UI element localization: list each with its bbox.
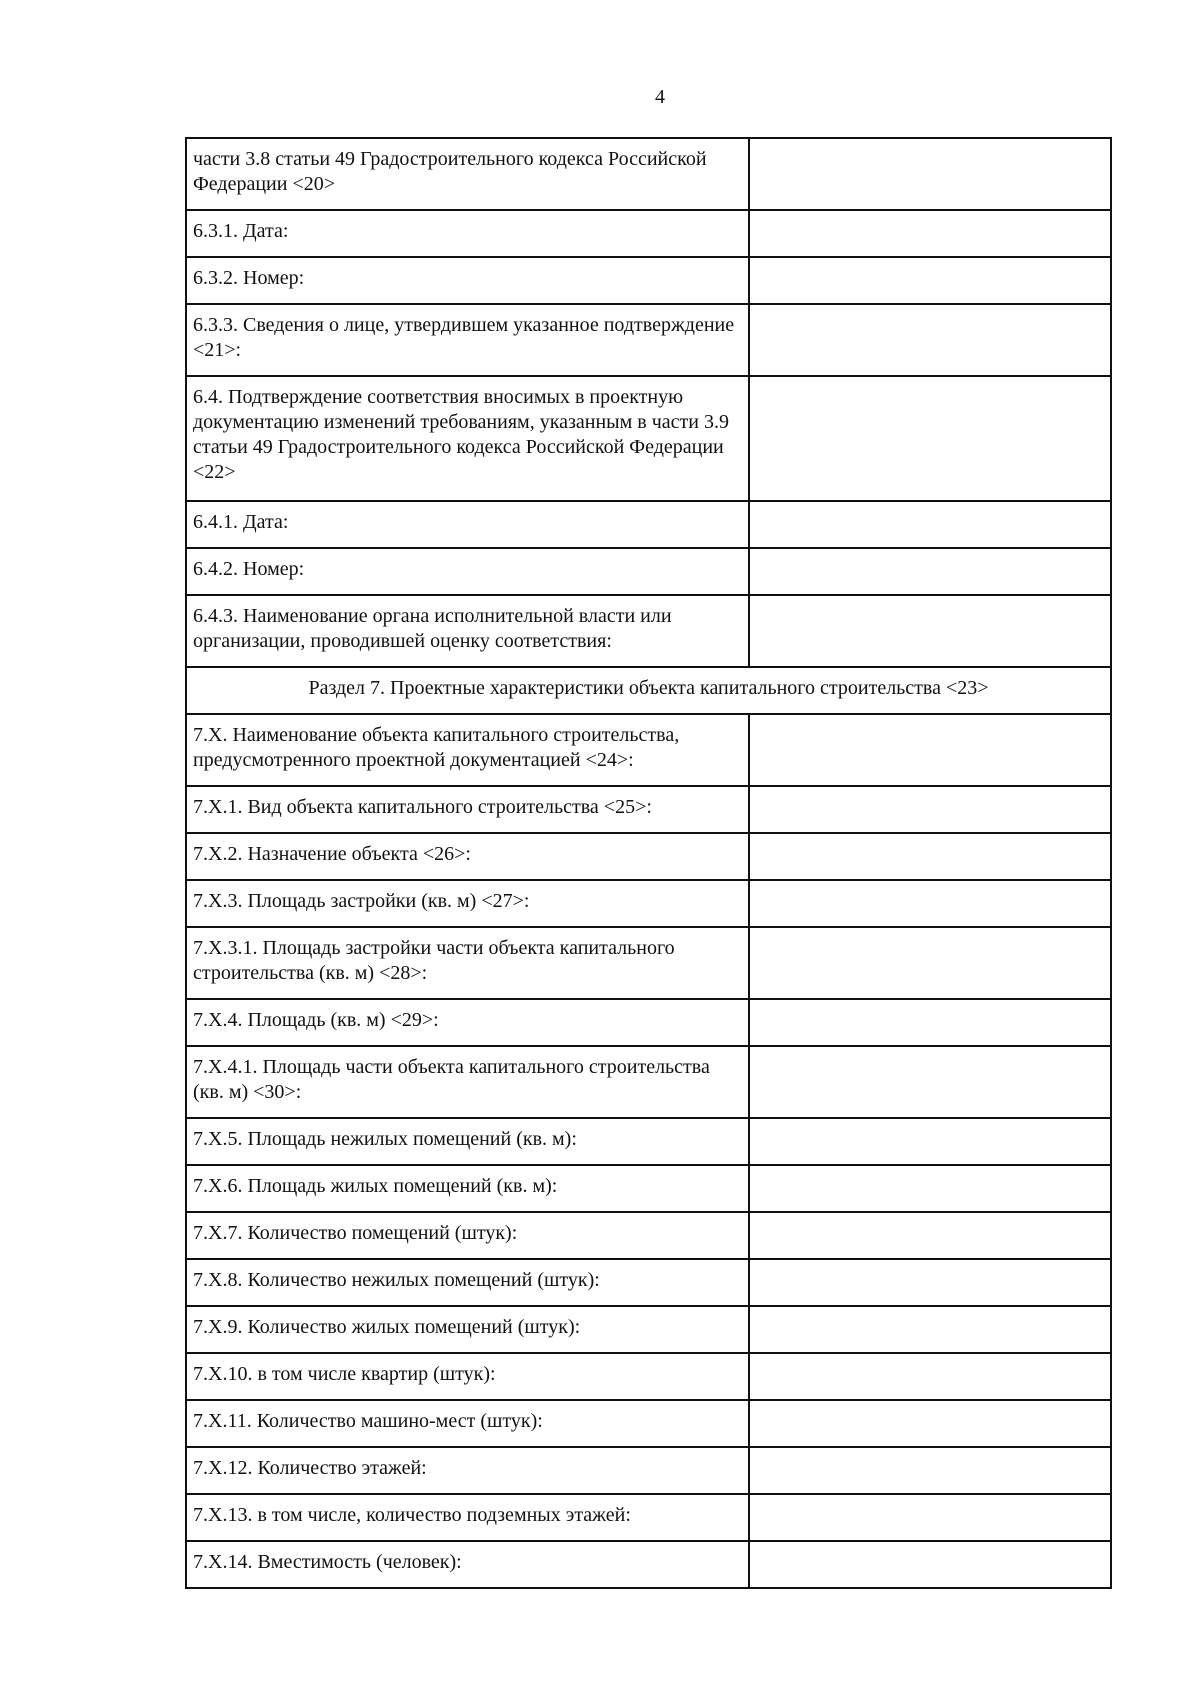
field-label: 7.Х.1. Вид объекта капитального строительства <25>:	[186, 786, 749, 833]
field-value-cell[interactable]	[749, 138, 1111, 210]
field-label: 6.3.2. Номер:	[186, 257, 749, 304]
field-label: 7.Х.14. Вместимость (человек):	[186, 1541, 749, 1588]
field-value-cell[interactable]	[749, 1541, 1111, 1588]
field-value-cell[interactable]	[749, 304, 1111, 376]
field-label: части 3.8 статьи 49 Градостроительного кодекса Российской Федерации <20>	[186, 138, 749, 210]
field-value-cell[interactable]	[749, 1118, 1111, 1165]
field-value-cell[interactable]	[749, 595, 1111, 667]
form-table	[185, 137, 1112, 1589]
table-row	[186, 786, 1111, 833]
table-row	[186, 1447, 1111, 1494]
field-label: 7.Х.9. Количество жилых помещений (штук):	[186, 1306, 749, 1353]
table-row	[186, 595, 1111, 667]
field-label: 7.Х.3.1. Площадь застройки части объекта капитального строительства (кв. м) <28>:	[186, 927, 749, 999]
table-row	[186, 1494, 1111, 1541]
field-value-cell[interactable]	[749, 1212, 1111, 1259]
table-row	[186, 138, 1111, 210]
table-row	[186, 1400, 1111, 1447]
table-row	[186, 501, 1111, 548]
field-label: 6.4.3. Наименование органа исполнительной власти или организации, проводившей оценку соответствия:	[186, 595, 749, 667]
field-value-cell[interactable]	[749, 1046, 1111, 1118]
table-row	[186, 548, 1111, 595]
field-value-cell[interactable]	[749, 501, 1111, 548]
field-value-cell[interactable]	[749, 1447, 1111, 1494]
field-label: 6.4.2. Номер:	[186, 548, 749, 595]
field-value-cell[interactable]	[749, 1353, 1111, 1400]
field-label: 7.Х.4.1. Площадь части объекта капитального строительства (кв. м) <30>:	[186, 1046, 749, 1118]
table-row	[186, 999, 1111, 1046]
field-value-cell[interactable]	[749, 1306, 1111, 1353]
field-value-cell[interactable]	[749, 786, 1111, 833]
field-value-cell[interactable]	[749, 1400, 1111, 1447]
table-row	[186, 1353, 1111, 1400]
table-row	[186, 1212, 1111, 1259]
field-label: 7.Х.8. Количество нежилых помещений (штук):	[186, 1259, 749, 1306]
field-label: 7.Х.13. в том числе, количество подземных этажей:	[186, 1494, 749, 1541]
table-row	[186, 1165, 1111, 1212]
table-row	[186, 210, 1111, 257]
field-value-cell[interactable]	[749, 548, 1111, 595]
field-value-cell[interactable]	[749, 210, 1111, 257]
table-row	[186, 714, 1111, 786]
table-row	[186, 1118, 1111, 1165]
table-row	[186, 927, 1111, 999]
field-value-cell[interactable]	[749, 257, 1111, 304]
section-row	[186, 667, 1111, 714]
table-row	[186, 1046, 1111, 1118]
table-row	[186, 257, 1111, 304]
table-row	[186, 1541, 1111, 1588]
field-label: 7.Х.6. Площадь жилых помещений (кв. м):	[186, 1165, 749, 1212]
field-value-cell[interactable]	[749, 927, 1111, 999]
page-number: 4	[655, 86, 665, 108]
field-label: 7.Х.11. Количество машино-мест (штук):	[186, 1400, 749, 1447]
field-label: 7.Х.7. Количество помещений (штук):	[186, 1212, 749, 1259]
section-heading: Раздел 7. Проектные характеристики объекта капитального строительства <23>	[186, 667, 1111, 714]
form-table-body	[186, 138, 1111, 1588]
field-label: 7.Х. Наименование объекта капитального строительства, предусмотренного проектной документацией <24>:	[186, 714, 749, 786]
field-label: 7.Х.4. Площадь (кв. м) <29>:	[186, 999, 749, 1046]
field-value-cell[interactable]	[749, 833, 1111, 880]
field-value-cell[interactable]	[749, 714, 1111, 786]
table-row	[186, 304, 1111, 376]
field-label: 6.4. Подтверждение соответствия вносимых в проектную документацию изменений требованиям, указанным в части 3.9 статьи 49 Градостроительного кодекса Российской Федерации <22>	[186, 376, 749, 501]
table-row	[186, 1306, 1111, 1353]
field-label: 7.Х.12. Количество этажей:	[186, 1447, 749, 1494]
field-value-cell[interactable]	[749, 1165, 1111, 1212]
field-label: 7.Х.5. Площадь нежилых помещений (кв. м):	[186, 1118, 749, 1165]
table-row	[186, 1259, 1111, 1306]
table-row	[186, 833, 1111, 880]
table-row	[186, 376, 1111, 501]
field-value-cell[interactable]	[749, 1494, 1111, 1541]
field-value-cell[interactable]	[749, 376, 1111, 501]
field-label: 7.Х.3. Площадь застройки (кв. м) <27>:	[186, 880, 749, 927]
field-value-cell[interactable]	[749, 999, 1111, 1046]
field-value-cell[interactable]	[749, 880, 1111, 927]
field-label: 7.Х.10. в том числе квартир (штук):	[186, 1353, 749, 1400]
field-label: 6.3.3. Сведения о лице, утвердившем указанное подтверждение <21>:	[186, 304, 749, 376]
field-value-cell[interactable]	[749, 1259, 1111, 1306]
table-row	[186, 880, 1111, 927]
field-label: 6.3.1. Дата:	[186, 210, 749, 257]
field-label: 6.4.1. Дата:	[186, 501, 749, 548]
field-label: 7.Х.2. Назначение объекта <26>:	[186, 833, 749, 880]
